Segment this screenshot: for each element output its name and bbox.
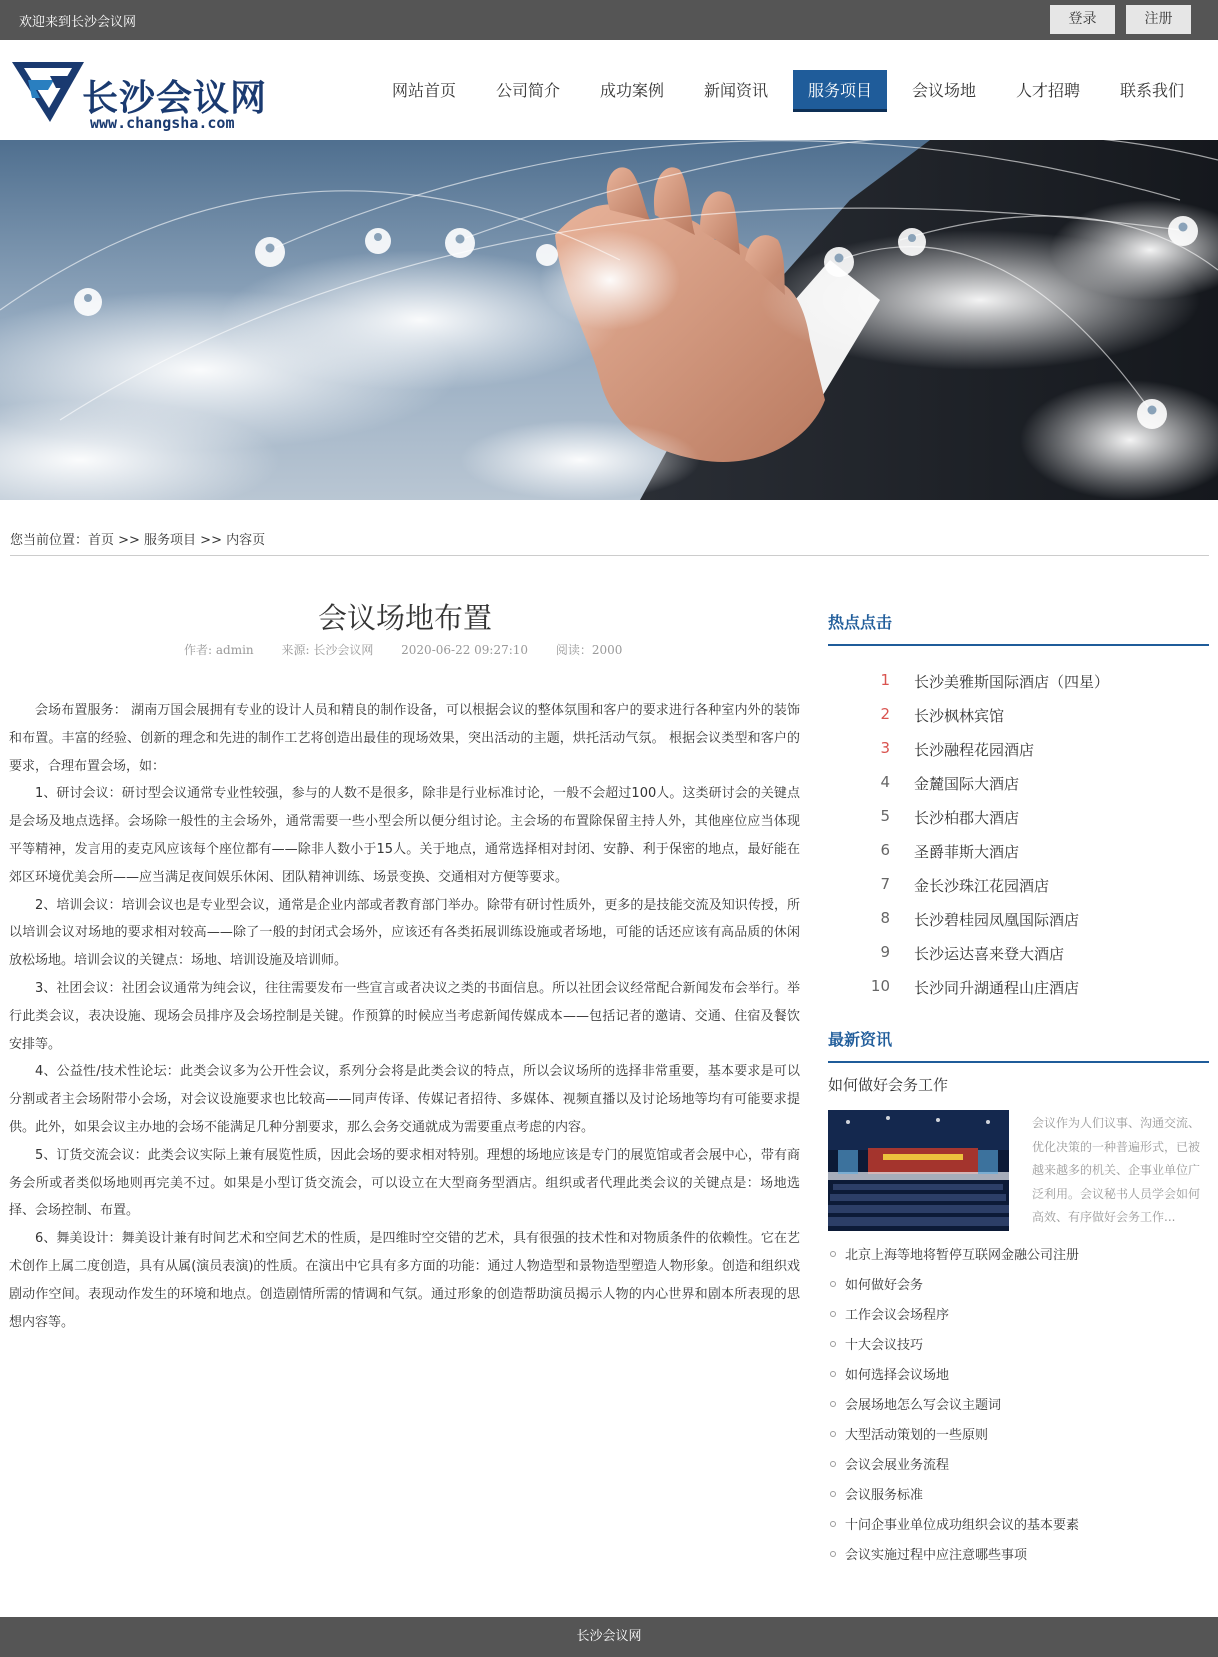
hot-rank: 10 — [870, 977, 890, 995]
site-logo[interactable] — [10, 58, 285, 132]
article-source: 来源: 长沙会议网 — [281, 643, 374, 657]
hot-list-item[interactable] — [860, 773, 1200, 803]
breadcrumb[interactable]: 您当前位置：首页 >> 服务项目 >> 内容页 — [10, 533, 266, 548]
hot-name: 长沙柏郡大酒店 — [914, 809, 1020, 827]
news-link: 十大会议技巧 — [845, 1338, 924, 1353]
register-button[interactable]: 注册 — [1126, 5, 1191, 34]
hot-rank: 5 — [880, 807, 890, 825]
footer: 长沙会议网 — [0, 1617, 1218, 1657]
news-section-divider — [828, 1061, 1209, 1063]
hot-name: 长沙同升湖通程山庄酒店 — [914, 979, 1080, 997]
hot-name: 长沙运达喜来登大酒店 — [914, 945, 1065, 963]
hot-name: 金长沙珠江花园酒店 — [914, 877, 1050, 895]
news-list-item[interactable] — [830, 1394, 1001, 1413]
news-section-title: 最新资讯 — [828, 1030, 893, 1049]
article-paragraph: 4、公益性/技术性论坛：此类会议多为公开性会议，系列分会将是此类会议的特点，所以会议场所的选择非常重要，基本要求是可以分割或者主会场附带小会场，对会议设施要求也比较高——同声传译、传媒记者招待、多媒体、视频直播以及讨论场地等均有可能要求提供。此外，如果会议主办地的会场不能满足几种分割要求，那么会务交通就成为需要重点考虑的内容。 — [9, 1064, 800, 1135]
nav-item-news[interactable]: 新闻资讯 — [703, 81, 768, 100]
bullet-icon — [830, 1311, 836, 1317]
conference-stage-image — [828, 1110, 1009, 1231]
news-list-item[interactable] — [830, 1424, 988, 1443]
news-list-item[interactable] — [830, 1544, 1027, 1563]
article-paragraph: 5、订货交流会议：此类会议实际上兼有展览性质，因此会场的要求相对特别。理想的场地应该是专门的展览馆或者会展中心，带有商务会所或者类似场地则再完美不过。如果是小型订货交流会，可以设立在大型商务型酒店。组织或者代理此类会议的关键点是：场地选择、会场控制、布置。 — [9, 1147, 800, 1219]
news-link: 十问企事业单位成功组织会议的基本要素 — [845, 1518, 1080, 1533]
bullet-icon — [830, 1281, 836, 1287]
featured-news-summary: 会议作为人们议事、沟通交流、优化决策的一种普遍形式，已被越来越多的机关、企事业单位广泛利用。会议秘书人员学会如何高效、有序做好会务工作... — [1032, 1116, 1201, 1225]
logo-name: 长沙会议网 — [82, 78, 268, 119]
news-link: 北京上海等地将暂停互联网金融公司注册 — [845, 1248, 1080, 1263]
bullet-icon — [830, 1461, 836, 1467]
hot-name: 长沙碧桂园凤凰国际酒店 — [914, 911, 1080, 929]
hot-list-item[interactable] — [860, 739, 1200, 769]
featured-news-image[interactable] — [828, 1110, 1009, 1231]
hot-list-item[interactable] — [860, 807, 1200, 837]
hot-rank: 6 — [880, 841, 890, 859]
news-link: 大型活动策划的一些原则 — [845, 1428, 989, 1443]
hot-rank: 8 — [880, 909, 890, 927]
top-bar — [0, 0, 1218, 40]
hot-list-item[interactable] — [860, 841, 1200, 871]
hot-list-item[interactable] — [860, 943, 1200, 973]
bullet-icon — [830, 1371, 836, 1377]
nav-item-services[interactable]: 服务项目 — [793, 70, 887, 112]
nav-item-venues[interactable]: 会议场地 — [911, 81, 976, 100]
news-list-item[interactable] — [830, 1244, 1079, 1263]
news-link: 如何选择会议场地 — [845, 1368, 950, 1383]
news-link: 会议服务标准 — [845, 1488, 924, 1503]
banner-illustration — [0, 140, 1218, 500]
news-list-item[interactable] — [830, 1334, 923, 1353]
news-link: 会议会展业务流程 — [845, 1458, 950, 1473]
hot-list-item[interactable] — [860, 705, 1200, 735]
nav-item-contact[interactable]: 联系我们 — [1119, 81, 1184, 100]
hot-list-item[interactable] — [860, 671, 1200, 701]
nav-item-jobs[interactable]: 人才招聘 — [1015, 81, 1080, 100]
bullet-icon — [830, 1491, 836, 1497]
article-paragraph: 会场布置服务： 湖南万国会展拥有专业的设计人员和精良的制作设备，可以根据会议的整体氛围和客户的要求进行各种室内外的装饰和布置。丰富的经验、创新的理念和先进的制作工艺将创造出最佳的现场效果，突出活动的主题，烘托活动气氛。 根据会议类型和客户的要求，合理布置会场，如： — [9, 703, 800, 774]
hot-name: 长沙美雅斯国际酒店（四星） — [914, 673, 1110, 691]
hero-banner — [0, 140, 1218, 500]
news-list-item[interactable] — [830, 1484, 923, 1503]
bullet-icon — [830, 1401, 836, 1407]
article-paragraph: 6、舞美设计：舞美设计兼有时间艺术和空间艺术的性质，是四维时空交错的艺术，具有很强的技术性和对物质条件的依赖性。它在艺术创作上属二度创造，具有从属(演员表演)的性质。在演出中它具有多方面的功能：通过人物造型和景物造型塑造人物形象。创造和组织戏剧动作空间。表现动作发生的环境和地点。创造剧情所需的情调和气氛。通过形象的创造帮助演员揭示人物的内心世界和剧本所表现的思想内容等。 — [9, 1231, 800, 1330]
login-button[interactable]: 登录 — [1050, 5, 1115, 34]
article-paragraph: 1、研讨会议：研讨型会议通常专业性较强，参与的人数不是很多，除非是行业标准讨论，一般不会超过100人。这类研讨会的关键点是会场及地点选择。会场除一般性的主会场外，通常需要一些小型会所以便分组讨论。主会场的布置除保留主持人外，其他座位应当体现平等精神，发言用的麦克风应该每个座位都有——除非人数小于15人。关于地点，通常选择相对封闭、安静、利于保密的地点，最好能在郊区环境优美会所——应当满足夜间娱乐休闲、团队精神训练、场景变换、交通相对方便等要求。 — [9, 786, 800, 885]
logo-url: www.changsha.com — [90, 114, 235, 132]
article-paragraph: 3、社团会议：社团会议通常为纯会议，往往需要发布一些宣言或者决议之类的书面信息。所以社团会议经常配合新闻发布会举行。举行此类会议，表决设施、现场会员排序及会场控制是关键。作预算的时候应当考虑新闻传媒成本——包括记者的邀请、交通、住宿及餐饮安排等。 — [9, 980, 800, 1052]
article-paragraph: 2、培训会议：培训会议也是专业型会议，通常是企业内部或者教育部门举办。除带有研讨性质外，更多的是技能交流及知识传授，所以培训会议对场地的要求相对较高——除了一般的封闭式会场外，应该还有各类拓展训练设施或者场地，可能的话还应该有高品质的休闲放松场地。培训会议的关键点：场地、培训设施及培训师。 — [9, 897, 800, 969]
header — [0, 40, 1218, 140]
news-link: 会议实施过程中应注意哪些事项 — [845, 1548, 1028, 1563]
article-body — [9, 697, 800, 1336]
news-link: 工作会议会场程序 — [845, 1308, 950, 1323]
nav-item-cases[interactable]: 成功案例 — [599, 81, 664, 100]
hot-rank: 2 — [880, 705, 890, 723]
article-views: 阅读：2000 — [555, 643, 623, 657]
hot-section-title: 热点点击 — [828, 613, 893, 632]
hot-rank: 1 — [880, 671, 890, 689]
nav-item-about[interactable]: 公司简介 — [495, 81, 560, 100]
news-list-item[interactable] — [830, 1454, 949, 1473]
bullet-icon — [830, 1251, 836, 1257]
news-link: 会展场地怎么写会议主题词 — [845, 1398, 1002, 1413]
article-date: 2020-06-22 09:27:10 — [401, 643, 529, 657]
hot-name: 长沙融程花园酒店 — [914, 741, 1035, 759]
nav-item-home[interactable]: 网站首页 — [391, 81, 456, 100]
hot-rank: 4 — [880, 773, 890, 791]
hot-name: 长沙枫林宾馆 — [914, 707, 1005, 725]
news-link: 如何做好会务 — [845, 1278, 924, 1293]
article-author: 作者: admin — [184, 643, 254, 657]
bullet-icon — [830, 1521, 836, 1527]
hot-name: 金麓国际大酒店 — [914, 775, 1020, 793]
hot-name: 圣爵菲斯大酒店 — [914, 843, 1020, 861]
article-meta — [184, 641, 646, 658]
hot-rank: 3 — [880, 739, 890, 757]
logo-mark-icon — [10, 58, 86, 126]
welcome-text: 欢迎来到长沙会议网 — [19, 15, 137, 30]
news-list-item[interactable] — [830, 1274, 923, 1293]
hot-list-item[interactable] — [860, 977, 1200, 1007]
hot-list-item[interactable] — [860, 875, 1200, 905]
featured-news-title[interactable]: 如何做好会务工作 — [828, 1076, 949, 1094]
hot-list-item[interactable] — [860, 909, 1200, 939]
hot-rank: 9 — [880, 943, 890, 961]
breadcrumb-divider — [10, 555, 1209, 556]
news-list-item[interactable] — [830, 1514, 1079, 1533]
bullet-icon — [830, 1341, 836, 1347]
bullet-icon — [830, 1431, 836, 1437]
news-list-item[interactable] — [830, 1364, 949, 1383]
article-title: 会议场地布置 — [317, 601, 492, 635]
bullet-icon — [830, 1551, 836, 1557]
hot-rank: 7 — [880, 875, 890, 893]
hot-section-divider — [828, 644, 1209, 646]
news-list-item[interactable] — [830, 1304, 949, 1323]
